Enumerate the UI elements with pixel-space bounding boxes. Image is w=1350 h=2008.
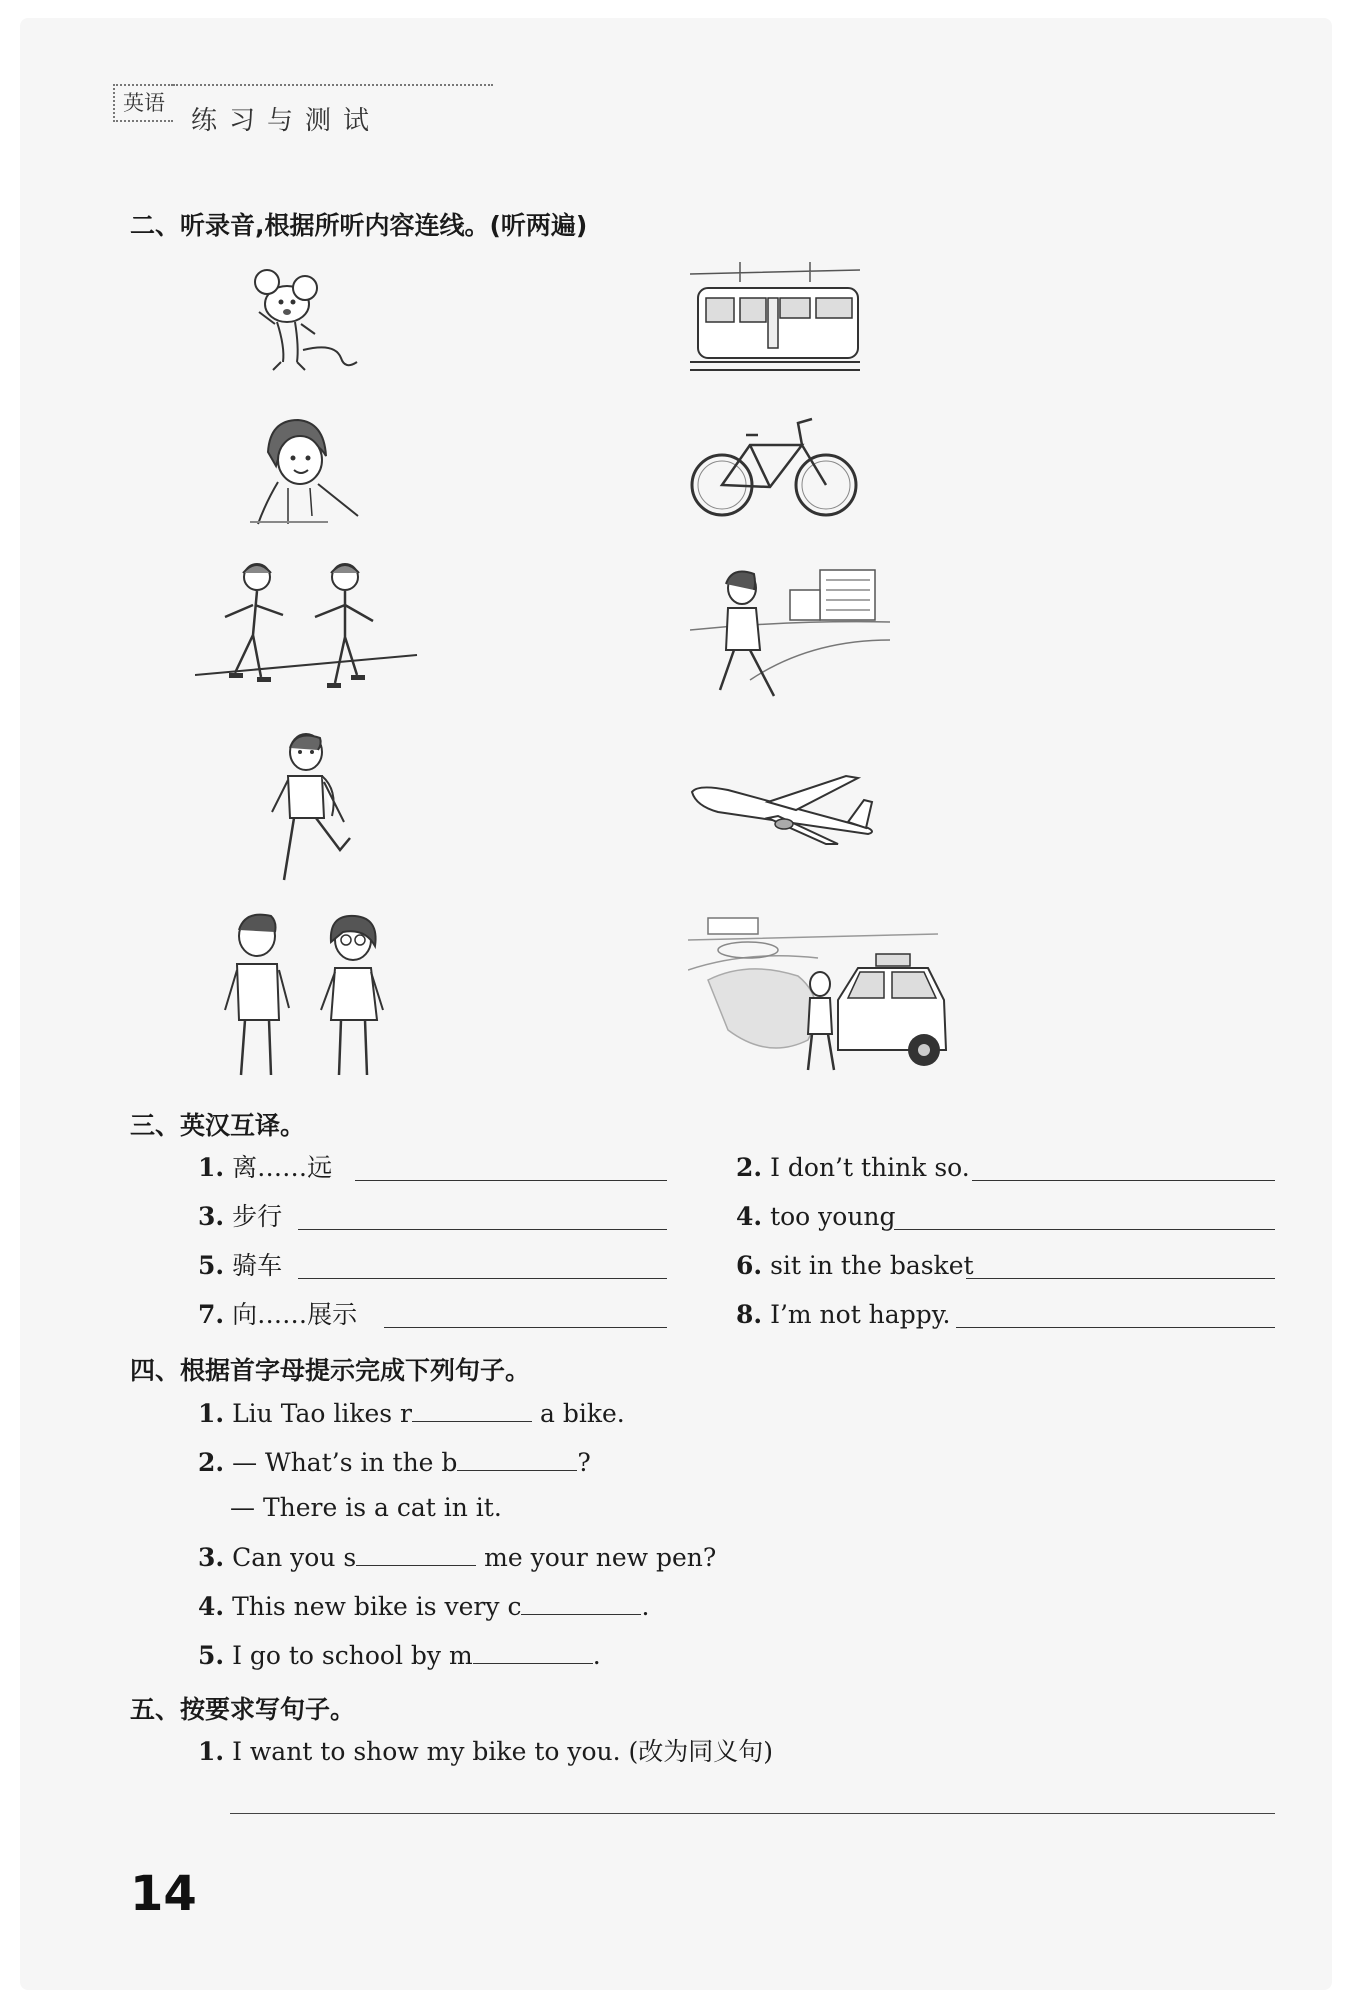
fill-blank-5[interactable] <box>473 1639 593 1664</box>
skating-kids-illustration[interactable] <box>195 555 420 710</box>
answer-blank-1[interactable] <box>355 1156 667 1181</box>
fill-blank-1[interactable] <box>412 1397 532 1422</box>
boy-and-girl-illustration[interactable] <box>215 910 395 1085</box>
rewrite-answer-line[interactable] <box>230 1813 1275 1814</box>
page-number: 14 <box>130 1866 197 1922</box>
girl-illustration[interactable] <box>248 412 368 532</box>
answer-blank-3[interactable] <box>298 1205 667 1230</box>
answer-blank-5[interactable] <box>298 1254 667 1279</box>
translation-item-2: 2. I don’t think so. <box>736 1153 970 1182</box>
sentence-item-3: 3. Can you s me your new pen? <box>198 1543 717 1572</box>
translation-item-8: 8. I’m not happy. <box>736 1300 951 1329</box>
fill-blank-4[interactable] <box>521 1590 641 1615</box>
answer-blank-6[interactable] <box>966 1254 1275 1279</box>
sentence-item-5: 5. I go to school by m . <box>198 1641 601 1670</box>
translation-item-1: 1. 离……远 <box>198 1153 333 1182</box>
taxi-scene-illustration[interactable] <box>688 910 953 1085</box>
section-3-title: 三、英汉互译。 <box>130 1111 306 1140</box>
walking-girl-illustration[interactable] <box>690 560 890 710</box>
answer-blank-4[interactable] <box>894 1205 1275 1230</box>
translation-item-7: 7. 向……展示 <box>198 1300 358 1329</box>
fill-blank-2[interactable] <box>457 1446 577 1471</box>
book-title: 练习与测试 <box>191 106 382 136</box>
airplane-illustration[interactable] <box>688 772 878 847</box>
fill-blank-3[interactable] <box>356 1541 476 1566</box>
section-4-title: 四、根据首字母提示完成下列句子。 <box>130 1356 531 1385</box>
rewrite-item-1: 1. I want to show my bike to you. (改为同义句) <box>198 1737 774 1766</box>
sentence-item-2: 2. — What’s in the b ? <box>198 1448 591 1477</box>
translation-item-3: 3. 步行 <box>198 1202 283 1231</box>
sentence-item-1: 1. Liu Tao likes r a bike. <box>198 1399 625 1428</box>
mouse-illustration[interactable] <box>245 262 365 382</box>
subject-label: 英语 <box>113 84 173 122</box>
sentence-item-2-answer: — There is a cat in it. <box>230 1493 502 1522</box>
train-illustration[interactable] <box>690 262 860 377</box>
answer-blank-2[interactable] <box>972 1156 1275 1181</box>
answer-blank-8[interactable] <box>956 1303 1275 1328</box>
section-2-title: 二、听录音,根据所听内容连线。(听两遍) <box>130 211 588 240</box>
section-5-title: 五、按要求写句子。 <box>130 1695 356 1724</box>
translation-item-6: 6. sit in the basket <box>736 1251 974 1280</box>
bicycle-illustration[interactable] <box>690 415 860 525</box>
answer-blank-7[interactable] <box>384 1303 667 1328</box>
translation-item-4: 4. too young <box>736 1202 896 1231</box>
header-divider <box>173 84 493 86</box>
translation-item-5: 5. 骑车 <box>198 1251 283 1280</box>
boy-running-illustration[interactable] <box>260 730 360 890</box>
sentence-item-4: 4. This new bike is very c . <box>198 1592 650 1621</box>
